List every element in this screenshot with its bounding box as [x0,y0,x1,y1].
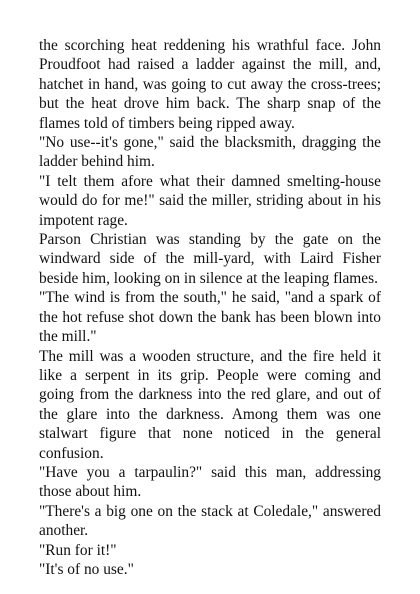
paragraph: "Have you a tarpaulin?" said this man, addressing those about him. [39,463,381,501]
paragraph: The mill was a wooden structure, and the fire held it like a serpent in its grip. People were coming and going from the darkness into the red glare, and out of the glare into the darkness. Among them was one stalwart figure that none noticed in the general confusion. [39,347,381,462]
paragraph: "It's of no use." [39,560,134,578]
paragraph: "Run for it!" [39,541,117,559]
paragraph: "The wind is from the south," he said, "and a spark of the hot refuse shot down the bank has been blown into the mill." [39,289,381,346]
paragraph: "I telt them afore what their damned smelting-house would do for me!" said the miller, striding about in his impotent rage. [39,172,381,229]
page-text-block [39,36,381,579]
paragraph: the scorching heat reddening his wrathful face. John Proudfoot had raised a ladder against the mill, and, hatchet in hand, was going to cut away the cross-trees; but the heat drove him back. The sharp snap of the flames told of timbers being ripped away. [39,37,381,132]
paragraph: "No use--it's gone," said the blacksmith, dragging the ladder behind him. [39,134,381,171]
paragraph: Parson Christian was standing by the gate on the windward side of the mill-yard, with Laird Fisher beside him, looking on in silence at the leaping flames. [39,231,381,287]
paragraph: "There's a big one on the stack at Coledale," answered another. [39,502,381,540]
